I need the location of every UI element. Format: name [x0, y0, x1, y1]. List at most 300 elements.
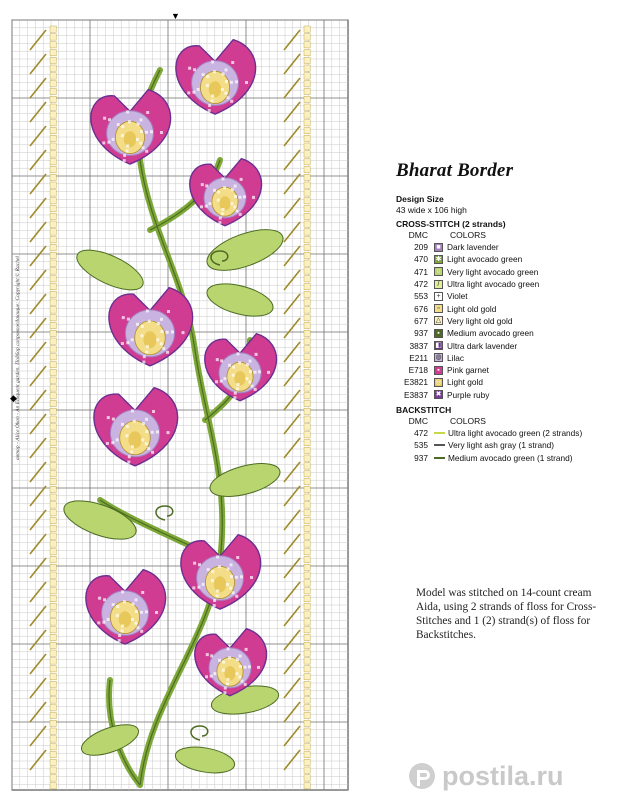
stitch-mark [151, 451, 154, 454]
stitch-mark [166, 351, 169, 354]
stitch-mark [218, 221, 221, 224]
flower-center-dot-5 [128, 431, 141, 448]
stitch-mark [213, 70, 216, 73]
left-border-band-cell [50, 299, 56, 305]
right-border-band-cell [304, 783, 310, 789]
left-border-band-cell [50, 81, 56, 87]
stitch-mark [122, 316, 125, 319]
stitch-mark [211, 95, 214, 98]
stitch-mark [238, 676, 241, 679]
stitch-symbol: ▪ [437, 329, 440, 337]
stitch-mark [202, 73, 205, 76]
stitch-mark [235, 80, 238, 83]
stitch-mark [145, 442, 148, 445]
stitch-mark [146, 309, 149, 312]
left-border-band-cell [50, 127, 56, 133]
stitch-mark [103, 117, 106, 120]
stitch-mark [121, 423, 124, 426]
color-name: Ultra dark lavender [447, 340, 518, 351]
stitch-mark [146, 111, 149, 114]
right-border-band-cell [304, 775, 310, 781]
left-border-band-cell [50, 455, 56, 461]
color-name: Ultra light avocado green (2 strands) [448, 428, 583, 438]
right-border-band-cell [304, 603, 310, 609]
right-border-band-cell [304, 315, 310, 321]
stitch-mark [150, 130, 153, 133]
left-border-band-cell [50, 416, 56, 422]
left-border-band-cell [50, 268, 56, 274]
left-border-band-cell [50, 120, 56, 126]
model-note: Model was stitched on 14-count cream Aida, using 2 strands of floss for Cross-Stitches and 1 (2) strand(s) of floss for Backstitches. [416, 587, 597, 641]
credit-text: автор - Alice Okon - An Eloquent garden. Подбор сопровождающие: Copyright © Rachel [15, 256, 21, 460]
right-border-band-cell [304, 533, 310, 539]
right-border-band-cell [304, 736, 310, 742]
left-border-band-cell [50, 517, 56, 523]
right-border-band-cell [304, 237, 310, 243]
stitch-mark [103, 598, 106, 601]
left-border-band-cell [50, 720, 56, 726]
left-border-band-cell [50, 588, 56, 594]
stitch-mark [229, 587, 232, 590]
stitch-mark [224, 92, 227, 95]
right-border-band-cell [304, 346, 310, 352]
right-border-band-cell [304, 26, 310, 32]
stitch-mark [205, 184, 208, 187]
right-border-band-cell [304, 447, 310, 453]
stitch-mark [226, 583, 229, 586]
stitch-mark [127, 461, 130, 464]
right-border-band-cell [304, 759, 310, 765]
stitch-mark [255, 353, 258, 356]
left-border-band-cell [50, 260, 56, 266]
stitch-mark [198, 563, 201, 566]
left-border-band-cell [50, 385, 56, 391]
stitch-mark [232, 366, 235, 369]
backstitch-list [394, 427, 622, 464]
stitch-mark [243, 195, 246, 198]
stitch-mark [128, 455, 131, 458]
left-border-band-cell [50, 494, 56, 500]
right-border-band-cell [304, 120, 310, 126]
cross-stitch-heading: CROSS-STITCH (2 strands) [396, 219, 506, 229]
stitch-mark [166, 331, 169, 334]
stitch-mark [235, 595, 238, 598]
stitch-mark [193, 68, 196, 71]
stitch-mark [234, 392, 237, 395]
right-border-band-cell [304, 221, 310, 227]
right-border-band-cell [304, 104, 310, 110]
left-border-band-cell [50, 556, 56, 562]
stitch-mark [220, 359, 223, 362]
stitch-mark [126, 425, 129, 428]
left-border-band-cell [50, 229, 56, 235]
stitch-mark [206, 653, 209, 656]
stitch-mark [218, 565, 221, 568]
right-border-band-cell [304, 502, 310, 508]
stitch-mark [156, 338, 159, 341]
stitch-mark [233, 206, 236, 209]
right-border-band-cell [304, 463, 310, 469]
stitch-symbol: ▫ [437, 305, 440, 313]
right-border-band-cell [304, 611, 310, 617]
left-border-band-cell [50, 510, 56, 516]
stitch-mark [214, 672, 217, 675]
right-border-band-cell [304, 268, 310, 274]
stitch-mark [130, 451, 133, 454]
left-border-band-cell [50, 65, 56, 71]
flower-center-dot-6 [214, 576, 226, 592]
color-name: Violet [447, 291, 468, 302]
left-border-band-cell [50, 502, 56, 508]
left-border-band-cell [50, 88, 56, 94]
stitch-mark [251, 385, 254, 388]
stitch-mark [225, 638, 228, 641]
right-border-band-cell [304, 73, 310, 79]
dmc-number: 937 [414, 328, 428, 339]
flower-center-dot-7 [119, 611, 131, 627]
left-border-band-cell [50, 447, 56, 453]
right-border-band-cell [304, 400, 310, 406]
right-border-band-cell [304, 751, 310, 757]
stitch-mark [245, 377, 248, 380]
right-border-band-cell [304, 361, 310, 367]
stitch-mark [230, 100, 233, 103]
right-border-band-cell [304, 580, 310, 586]
stitch-mark [249, 360, 252, 363]
stitch-mark [140, 630, 143, 633]
left-border-band-cell [50, 338, 56, 344]
stitch-mark [137, 123, 140, 126]
stitch-mark [155, 611, 158, 614]
stitch-mark [254, 371, 257, 374]
dmc-number: E718 [408, 365, 428, 376]
left-border-band-cell [50, 681, 56, 687]
stitch-mark [125, 101, 128, 104]
right-border-band-cell [304, 57, 310, 63]
left-border-band-cell [50, 705, 56, 711]
stitch-mark [244, 683, 247, 686]
stitch-symbol: ✱ [435, 255, 442, 263]
stitch-mark [222, 73, 225, 76]
right-border-band-cell [304, 182, 310, 188]
center-marker-top: ▼ [171, 11, 180, 21]
stitch-mark [221, 213, 224, 216]
stitch-mark [239, 196, 242, 199]
color-name: Medium avocado green [447, 328, 534, 339]
color-swatch [434, 353, 443, 362]
cross-stitch-row [394, 253, 622, 265]
right-border-band-cell [304, 330, 310, 336]
stitch-mark [202, 583, 205, 586]
stitch-mark [142, 146, 145, 149]
right-border-band-cell [304, 143, 310, 149]
stitch-mark [135, 598, 138, 601]
color-name: Ultra light avocado green [447, 279, 540, 290]
color-name: Dark lavender [447, 242, 499, 253]
stitch-mark [230, 202, 233, 205]
stitch-mark [123, 600, 126, 603]
stitch-mark [208, 104, 211, 107]
left-border-band-cell [50, 650, 56, 656]
stitch-mark [146, 430, 149, 433]
stitch-mark [140, 130, 143, 133]
right-border-band-cell [304, 471, 310, 477]
dmc-column-label: DMC [408, 415, 428, 426]
left-border-band-cell [50, 486, 56, 492]
left-border-band-cell [50, 104, 56, 110]
stitch-mark [234, 195, 237, 198]
left-border-band-cell [50, 658, 56, 664]
backstitch-row [394, 439, 622, 451]
left-border-band-cell [50, 330, 56, 336]
stitch-mark [112, 418, 115, 421]
stitch-mark [171, 330, 174, 333]
left-border-band-cell [50, 73, 56, 79]
stitch-mark [116, 605, 119, 608]
right-border-band-cell [304, 416, 310, 422]
stitch-mark [129, 399, 132, 402]
stitch-mark [211, 60, 214, 63]
left-border-band-cell [50, 315, 56, 321]
right-border-band-cell [304, 517, 310, 523]
dmc-number: 535 [414, 440, 428, 451]
right-border-band-cell [304, 65, 310, 71]
stitch-mark [210, 654, 213, 657]
stitch-symbol: ◧ [435, 342, 442, 350]
right-border-band-cell [304, 112, 310, 118]
stitch-mark [126, 145, 129, 148]
stitch-mark [111, 441, 114, 444]
stitch-mark [224, 687, 227, 690]
stitch-mark [167, 310, 170, 313]
stitch-mark [239, 665, 242, 668]
left-border-band-cell [50, 346, 56, 352]
stitch-mark [232, 591, 235, 594]
colors-column-label: COLORS [450, 230, 486, 240]
stitch-mark [121, 134, 124, 137]
left-border-band-cell [50, 549, 56, 555]
stitch-mark [216, 555, 219, 558]
right-border-band-cell [304, 744, 310, 750]
stitch-mark [257, 666, 260, 669]
left-border-band-cell [50, 213, 56, 219]
left-border-band-cell [50, 354, 56, 360]
right-border-band-cell [304, 658, 310, 664]
dmc-number: 472 [414, 428, 428, 438]
stitch-mark [107, 141, 110, 144]
cross-stitch-row [394, 364, 622, 376]
stitch-symbol: ■ [436, 243, 441, 251]
stitch-mark [135, 610, 138, 613]
stitch-mark [160, 131, 163, 134]
stitch-mark [225, 80, 228, 83]
stitch-mark [239, 213, 242, 216]
right-border-band-cell [304, 42, 310, 48]
stitch-mark [160, 342, 163, 345]
stitch-mark [139, 142, 142, 145]
stitch-mark [222, 208, 225, 211]
backstitch-column-header [394, 416, 622, 426]
stitch-mark [140, 611, 143, 614]
right-border-band-cell [304, 49, 310, 55]
stitch-mark [239, 655, 242, 658]
left-border-band-cell [50, 393, 56, 399]
stitch-mark [140, 118, 143, 121]
right-border-band-cell [304, 627, 310, 633]
color-name: Medium avocado green (1 strand) [448, 452, 573, 463]
stitch-mark [236, 210, 239, 213]
stitch-mark [160, 318, 163, 321]
left-border-band-cell [50, 361, 56, 367]
stitch-mark [237, 352, 240, 355]
color-name: Light avocado green [447, 254, 523, 265]
flower-center-dot-8 [224, 666, 235, 681]
stitch-mark [121, 342, 124, 345]
stitch-mark [217, 191, 220, 194]
cross-stitch-row [394, 376, 622, 388]
stitch-mark [162, 347, 165, 350]
left-border-band-cell [50, 244, 56, 250]
stitch-mark [161, 330, 164, 333]
stitch-mark [108, 118, 111, 121]
stitch-mark [218, 659, 221, 662]
left-border-band-cell [50, 432, 56, 438]
cross-stitch-list [394, 241, 622, 401]
stitch-mark [252, 196, 255, 199]
right-border-band-cell [304, 595, 310, 601]
right-border-band-cell [304, 712, 310, 718]
stitch-mark [112, 138, 115, 141]
stitch-mark [126, 150, 129, 153]
left-border-band-cell [50, 307, 56, 313]
stitch-mark [222, 177, 225, 180]
cross-stitch-row [394, 315, 622, 327]
left-border-band-cell [50, 159, 56, 165]
right-border-band-cell [304, 307, 310, 313]
right-border-band-cell [304, 291, 310, 297]
backstitch-heading: BACKSTITCH [396, 404, 452, 415]
stitch-mark [241, 680, 244, 683]
stitch-mark [217, 199, 220, 202]
backstitch-line-sample [434, 457, 445, 459]
stitch-mark [246, 363, 249, 366]
stitch-mark [123, 154, 126, 157]
stitch-mark [118, 634, 121, 637]
left-border-band-cell [50, 34, 56, 40]
color-swatch [434, 280, 443, 289]
stitch-mark [210, 51, 213, 54]
stitch-mark [126, 110, 129, 113]
stitch-mark [228, 364, 231, 367]
stitch-mark [145, 150, 148, 153]
right-border-band-cell [304, 666, 310, 672]
right-border-band-cell [304, 525, 310, 531]
stitch-mark [121, 590, 124, 593]
left-border-band-cell [50, 642, 56, 648]
right-border-band-cell [304, 689, 310, 695]
dmc-number: 472 [414, 279, 428, 290]
dmc-number: E211 [409, 352, 428, 363]
color-name: Very light old gold [447, 315, 513, 326]
color-swatch [434, 329, 443, 338]
right-border-band-cell [304, 338, 310, 344]
stitch-mark [254, 388, 257, 391]
left-border-band-cell [50, 611, 56, 617]
left-border-band-cell [50, 408, 56, 414]
stitch-mark [156, 430, 159, 433]
right-border-band-cell [304, 354, 310, 360]
flower-center-dot-2 [219, 196, 230, 211]
left-border-band-cell [50, 283, 56, 289]
stitch-mark [146, 345, 149, 348]
stitch-mark [141, 438, 144, 441]
stitch-mark [132, 603, 135, 606]
right-border-band-cell [304, 135, 310, 141]
stitch-mark [145, 131, 148, 134]
stitch-mark [141, 325, 144, 328]
right-border-band-cell [304, 252, 310, 258]
right-border-band-cell [304, 377, 310, 383]
right-border-band-cell [304, 681, 310, 687]
color-swatch [434, 378, 443, 387]
right-border-band-cell [304, 767, 310, 773]
backstitch-row [394, 427, 622, 439]
stitch-mark [123, 159, 126, 162]
right-border-band-cell [304, 424, 310, 430]
stitch-mark [141, 591, 144, 594]
stitch-mark [197, 88, 200, 91]
right-border-band-cell [304, 642, 310, 648]
stitch-mark [258, 370, 261, 373]
left-border-band-cell [50, 112, 56, 118]
left-border-band-cell [50, 151, 56, 157]
stitch-mark [233, 396, 236, 399]
stitch-mark [142, 422, 145, 425]
stitch-mark [206, 75, 209, 78]
stitch-symbol: / [437, 280, 440, 288]
watermark [408, 756, 622, 792]
stitch-mark [223, 186, 226, 189]
color-swatch [434, 366, 443, 375]
color-swatch [434, 341, 443, 350]
center-marker-left: ◆ [10, 393, 17, 403]
stitch-mark [227, 568, 230, 571]
right-border-band-cell [304, 276, 310, 282]
stitch-mark [213, 604, 216, 607]
left-border-band-cell [50, 174, 56, 180]
stitch-mark [188, 67, 191, 70]
backstitch-row [394, 451, 622, 463]
stitch-mark [117, 123, 120, 126]
dmc-number: E3821 [404, 377, 428, 388]
left-border-band-cell [50, 759, 56, 765]
left-border-band-cell [50, 166, 56, 172]
right-border-band-cell [304, 432, 310, 438]
cross-stitch-row [394, 302, 622, 314]
stitch-mark [98, 597, 101, 600]
color-swatch [434, 304, 443, 313]
cross-stitch-row [394, 339, 622, 351]
left-border-band-cell [50, 439, 56, 445]
right-border-band-cell [304, 96, 310, 102]
stitch-mark [213, 599, 216, 602]
backstitch-line-sample [434, 432, 445, 434]
left-border-band-cell [50, 712, 56, 718]
left-border-band-cell [50, 775, 56, 781]
cross-stitch-row [394, 327, 622, 339]
left-border-band-cell [50, 369, 56, 375]
stitch-mark [167, 431, 170, 434]
